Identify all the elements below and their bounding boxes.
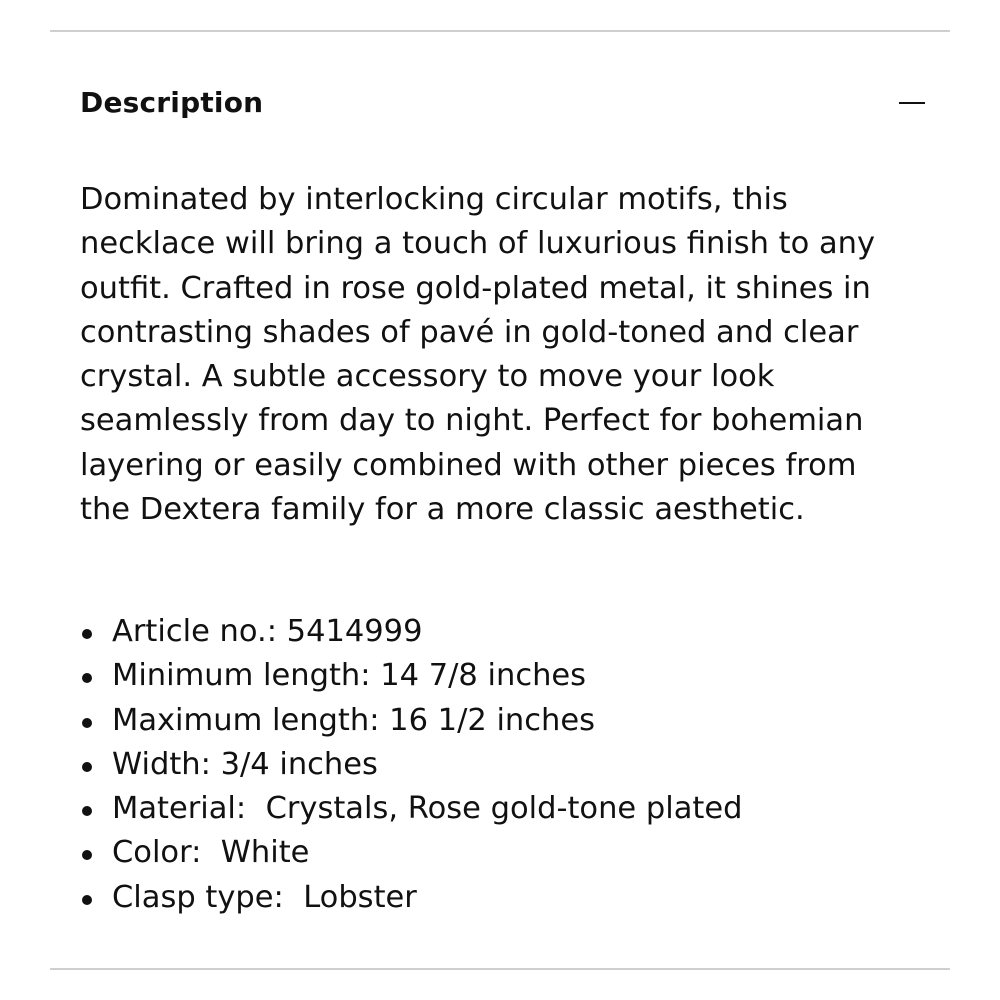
spec-article-number: Article no.: 5414999 bbox=[80, 610, 940, 654]
product-description: Dominated by interlocking circular motifs, this necklace will bring a touch of luxurious finish to any outfit. Crafted in rose gold-plated metal, it shines in contrasting shades of pavé in gold-toned and clear crystal. A subtle accessory to move your look seamlessly from day to night. Perfect for bohemian layering or easily combined with other pieces from the Dextera family for a more classic aesthetic. bbox=[80, 182, 876, 528]
bottom-divider bbox=[50, 968, 950, 970]
description-accordion-header[interactable] bbox=[80, 78, 925, 126]
section-title: Description bbox=[80, 85, 264, 119]
product-spec-list bbox=[80, 610, 940, 920]
spec-maximum-length: Maximum length: 16 1/2 inches bbox=[80, 699, 940, 743]
spec-material: Material: Crystals, Rose gold-tone plated bbox=[80, 787, 940, 831]
spec-clasp-type: Clasp type: Lobster bbox=[80, 876, 940, 920]
top-divider bbox=[50, 30, 950, 32]
spec-color: Color: White bbox=[80, 831, 940, 875]
spec-minimum-length: Minimum length: 14 7/8 inches bbox=[80, 654, 940, 698]
minus-icon[interactable] bbox=[899, 89, 925, 115]
spec-width: Width: 3/4 inches bbox=[80, 743, 940, 787]
